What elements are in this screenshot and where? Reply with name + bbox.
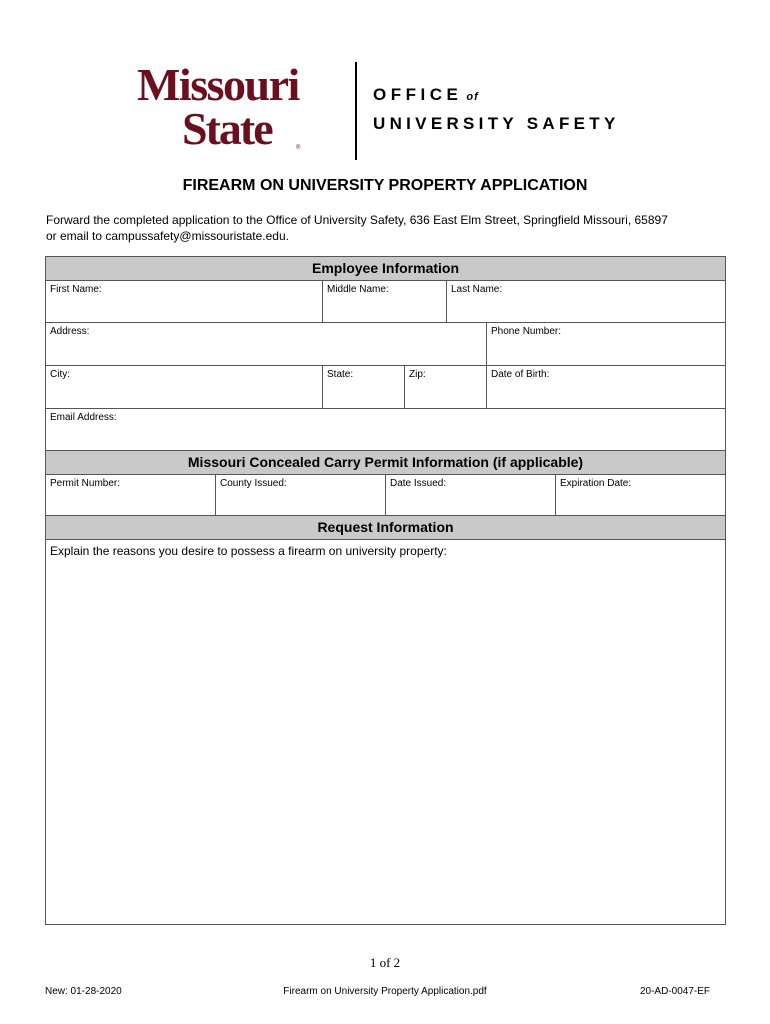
state-label: State: bbox=[327, 369, 354, 380]
expiration-date-field[interactable] bbox=[556, 475, 725, 515]
phone-number-label: Phone Number: bbox=[491, 326, 562, 337]
document-title: FIREARM ON UNIVERSITY PROPERTY APPLICATION bbox=[182, 177, 588, 194]
reason-text-area[interactable] bbox=[46, 540, 725, 924]
page-number: 1 of 2 bbox=[369, 955, 401, 970]
name-row bbox=[46, 281, 725, 323]
phone-number-field[interactable] bbox=[487, 323, 725, 365]
city-field[interactable] bbox=[46, 366, 323, 408]
email-address-field[interactable] bbox=[46, 409, 725, 450]
office-label: OFFICE bbox=[373, 85, 463, 104]
logo-missouri-text: Missouri bbox=[137, 59, 299, 110]
office-name-line1 bbox=[373, 86, 479, 106]
address-field[interactable] bbox=[46, 323, 487, 365]
application-form bbox=[45, 256, 726, 925]
date-of-birth-field[interactable] bbox=[487, 366, 725, 408]
county-issued-field[interactable] bbox=[216, 475, 386, 515]
first-name-field[interactable] bbox=[46, 281, 323, 322]
logo-divider bbox=[355, 62, 357, 160]
office-of-label: of bbox=[466, 91, 479, 103]
logo-state-text: State bbox=[182, 103, 272, 154]
request-row bbox=[46, 540, 725, 924]
address-row bbox=[46, 323, 725, 366]
middle-name-label: Middle Name: bbox=[327, 284, 389, 295]
permit-row bbox=[46, 475, 725, 516]
employee-section-heading: Employee Information bbox=[46, 257, 725, 281]
footer-revision-date: New: 01-28-2020 bbox=[45, 986, 122, 997]
last-name-field[interactable] bbox=[447, 281, 725, 322]
email-address-label: Email Address: bbox=[50, 412, 117, 423]
permit-section-heading: Missouri Concealed Carry Permit Information (if applicable) bbox=[46, 451, 725, 475]
intro-line-1: Forward the completed application to the Office of University Safety, 636 East Elm Street, Springfield Missouri, 65897 bbox=[46, 213, 668, 227]
date-of-birth-label: Date of Birth: bbox=[491, 369, 550, 380]
first-name-label: First Name: bbox=[50, 284, 102, 295]
reason-prompt: Explain the reasons you desire to possess a firearm on university property: bbox=[50, 544, 447, 558]
expiration-date-label: Expiration Date: bbox=[560, 478, 632, 489]
email-row bbox=[46, 409, 725, 451]
county-issued-label: County Issued: bbox=[220, 478, 287, 489]
city-label: City: bbox=[50, 369, 70, 380]
footer-file-name: Firearm on University Property Application.pdf bbox=[283, 986, 487, 997]
last-name-label: Last Name: bbox=[451, 284, 503, 295]
permit-number-field[interactable] bbox=[46, 475, 216, 515]
logo-trademark: ® bbox=[296, 145, 301, 151]
intro-line-2: or email to campussafety@missouristate.edu. bbox=[46, 229, 289, 243]
zip-label: Zip: bbox=[409, 369, 426, 380]
office-name-line2: UNIVERSITY SAFETY bbox=[373, 114, 620, 133]
date-issued-field[interactable] bbox=[386, 475, 556, 515]
intro-text bbox=[46, 212, 746, 244]
permit-number-label: Permit Number: bbox=[50, 478, 121, 489]
state-field[interactable] bbox=[323, 366, 405, 408]
footer-form-code: 20-AD-0047-EF bbox=[639, 986, 710, 997]
middle-name-field[interactable] bbox=[323, 281, 447, 322]
zip-field[interactable] bbox=[405, 366, 487, 408]
date-issued-label: Date Issued: bbox=[390, 478, 447, 489]
city-row bbox=[46, 366, 725, 409]
request-section-heading: Request Information bbox=[46, 516, 725, 540]
address-label: Address: bbox=[50, 326, 90, 337]
